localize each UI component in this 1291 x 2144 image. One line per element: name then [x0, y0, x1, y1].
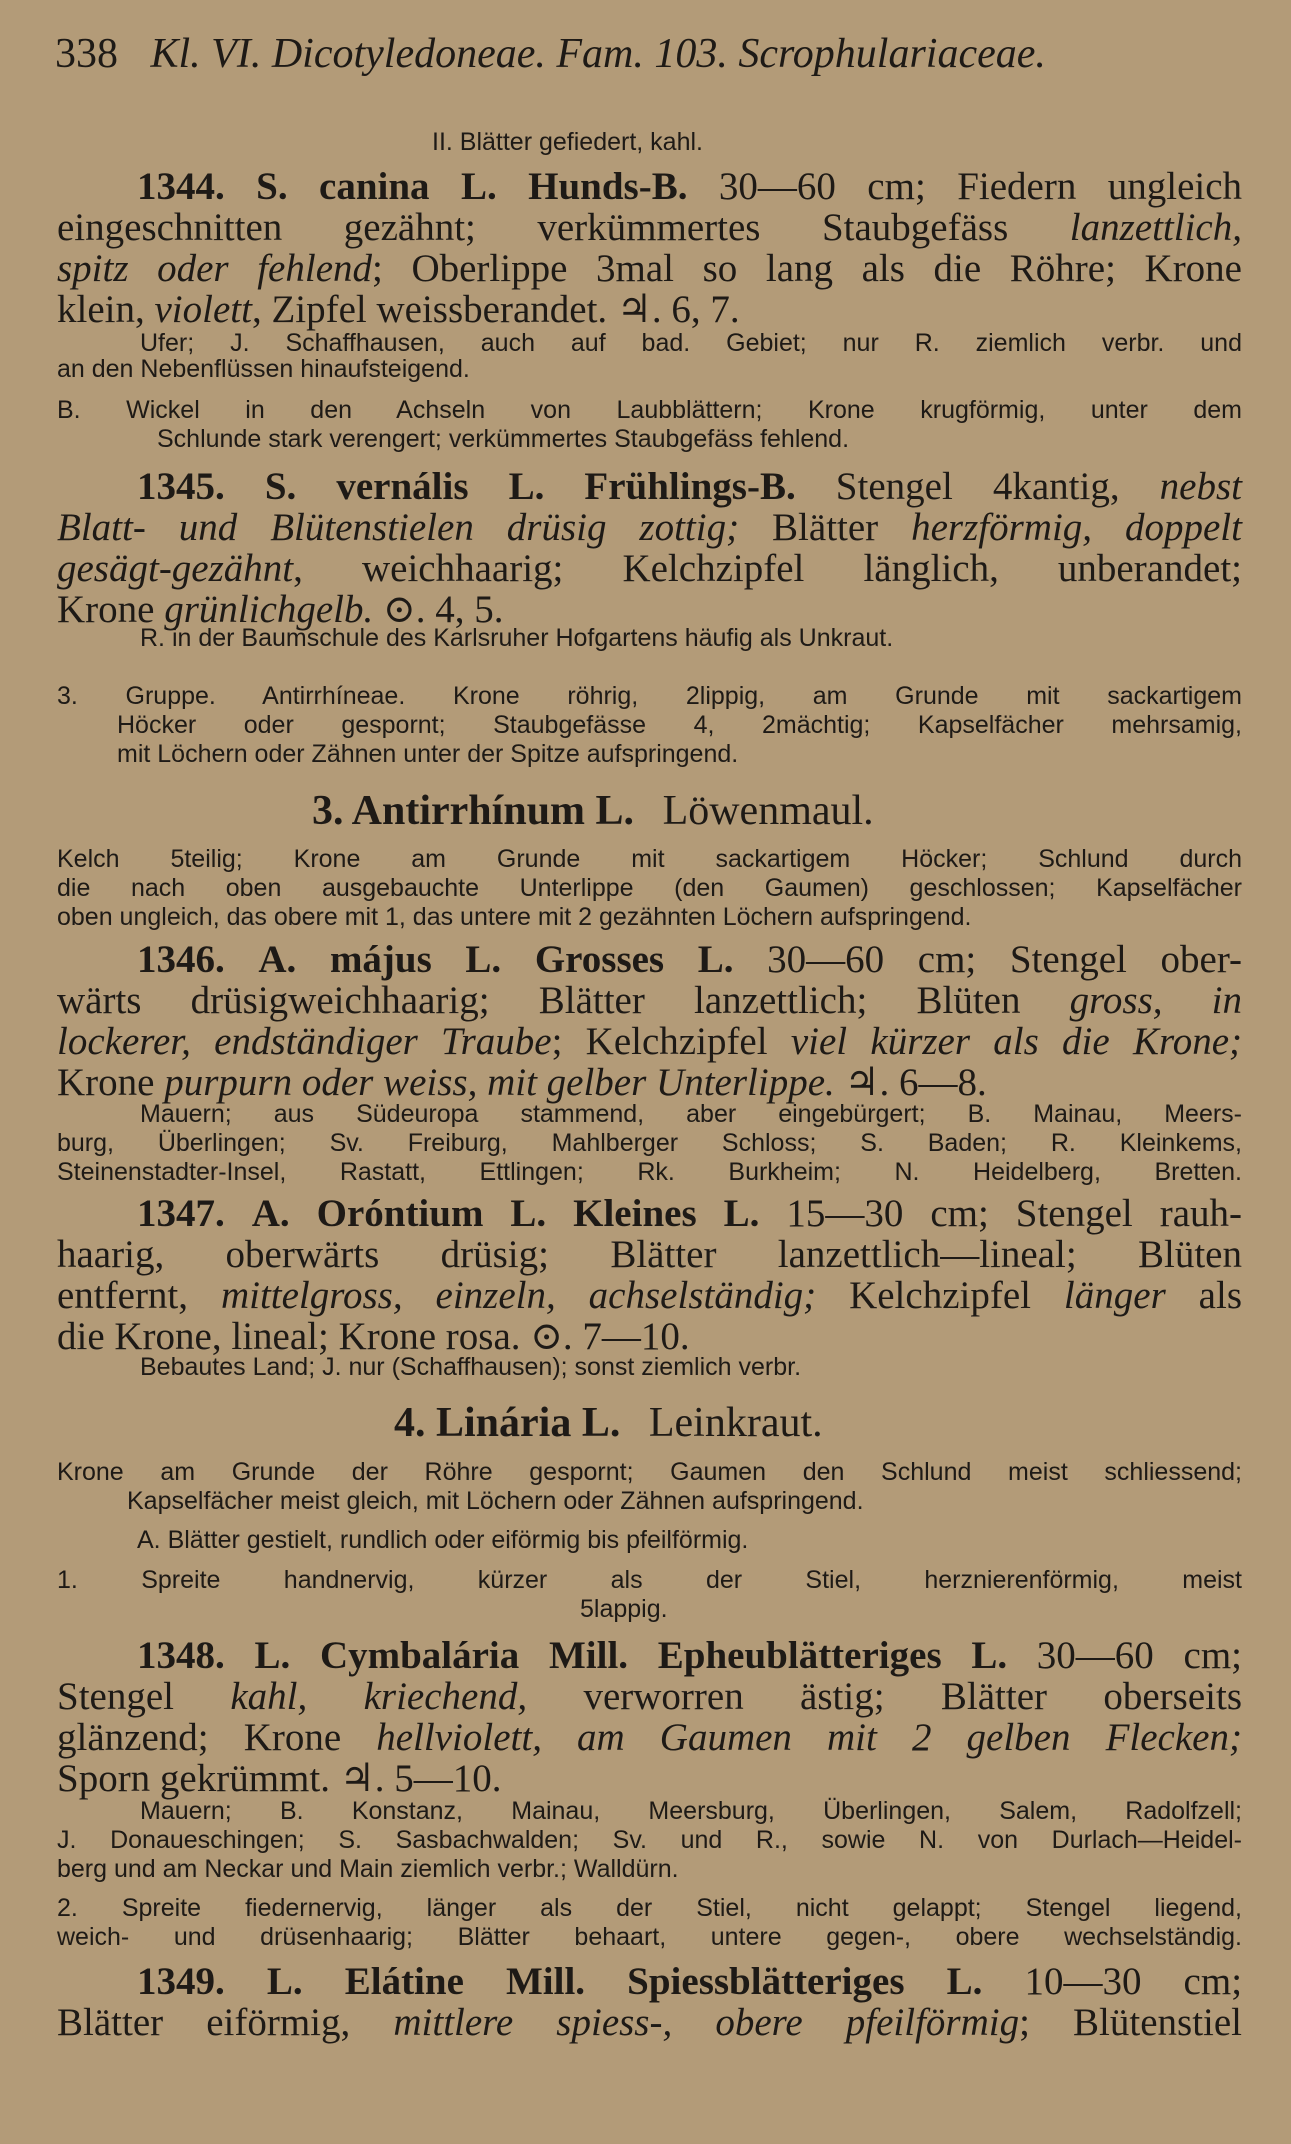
species-1348-line2: Stengel kahl, kriechend, verworren ästig; Blätter oberseits: [57, 1675, 1242, 1718]
species-number: 1348.: [137, 1634, 225, 1677]
species-1346-line3: lockerer, endständiger Traube; Kelchzipfel viel kürzer als die Krone;: [57, 1020, 1242, 1063]
genus-heading-linaria: 4. Linária L. Leinkraut.: [394, 1400, 823, 1446]
species-common-name: Kleines L.: [573, 1192, 760, 1235]
species-name: S. vernális L.: [264, 465, 545, 508]
species-1345-line2: Blatt- und Blütenstielen drüsig zottig; Blätter herzförmig, doppelt: [57, 506, 1242, 549]
species-1347-line1: 1347. A. Oróntium L. Kleines L. 15—30 cm; Stengel rauh-: [137, 1192, 1242, 1235]
key-1-line2: 5lappig.: [580, 1595, 668, 1623]
linaria-desc-line1: Krone am Grunde der Röhre gespornt; Gaumen den Schlund meist schliessend;: [57, 1458, 1242, 1486]
species-common-name: Grosses L.: [534, 938, 734, 981]
species-common-name: Frühlings-B.: [584, 465, 796, 508]
distribution-1348-line2: J. Donaueschingen; S. Sasbachwalden; Sv. und R., sowie N. von Durlach—Heidel-: [57, 1826, 1242, 1854]
species-name: A. Oróntium L.: [251, 1192, 547, 1235]
species-common-name: Hunds-B.: [528, 165, 688, 208]
distribution-1344-line2: an den Nebenflüssen hinaufsteigend.: [57, 355, 470, 383]
species-name: L. Elátine Mill.: [266, 1960, 586, 2003]
distribution-1346-line1: Mauern; aus Südeuropa stammend, aber eingebürgert; B. Mainau, Meers-: [140, 1100, 1242, 1128]
species-1344-line1: 1344. S. canina L. Hunds-B. 30—60 cm; Fiedern ungleich: [137, 165, 1243, 208]
species-number: 1346.: [137, 938, 225, 981]
key-b-line1: B. Wickel in den Achseln von Laubblättern; Krone krugförmig, unter dem: [57, 396, 1242, 424]
key-a: A. Blätter gestielt, rundlich oder eiförmig bis pfeilförmig.: [137, 1526, 749, 1554]
species-number: 1347.: [137, 1192, 225, 1235]
species-name: A. május L.: [258, 938, 502, 981]
key-2-line2: weich- und drüsenhaarig; Blätter behaart, untere gegen-, obere wechselständig.: [57, 1923, 1242, 1951]
distribution-1345: R. in der Baumschule des Karlsruher Hofgartens häufig als Unkraut.: [140, 624, 894, 652]
species-common-name: Spiessblätteriges L.: [627, 1960, 983, 2003]
species-1344-line2: eingeschnitten gezähnt; verkümmertes Staubgefäss lanzettlich,: [57, 206, 1242, 249]
species-number: 1349.: [137, 1960, 225, 2003]
species-name: L. Cymbalária Mill.: [254, 1634, 629, 1677]
genus-heading-antirrhinum: 3. Antirrhínum L. Löwenmaul.: [312, 788, 874, 834]
species-1345-line3: gesägt-gezähnt, weichhaarig; Kelchzipfel länglich, unberandet;: [57, 547, 1242, 590]
species-1347-line2: haarig, oberwärts drüsig; Blätter lanzettlich—lineal; Blüten: [57, 1233, 1242, 1276]
species-1349-line1: 1349. L. Elátine Mill. Spiessblätteriges L. 10—30 cm;: [137, 1960, 1243, 2003]
species-1347-line4: die Krone, lineal; Krone rosa. ⊙. 7—10.: [57, 1315, 690, 1358]
gruppe-line1: 3. Gruppe. Antirrhíneae. Krone röhrig, 2lippig, am Grunde mit sackartigem: [57, 682, 1242, 710]
antirrhinum-desc-line2: die nach oben ausgebauchte Unterlippe (den Gaumen) geschlossen; Kapselfächer: [57, 874, 1242, 902]
species-1346-line2: wärts drüsigweichhaarig; Blätter lanzettlich; Blüten gross, in: [57, 979, 1243, 1022]
distribution-1346-line3: Steinenstadter-Insel, Rastatt, Ettlingen; Rk. Burkheim; N. Heidelberg, Bretten.: [57, 1158, 1242, 1186]
species-1344-line3: spitz oder fehlend; Oberlippe 3mal so lang als die Röhre; Krone: [57, 247, 1242, 290]
species-common-name: Epheublätteriges L.: [657, 1634, 1008, 1677]
distribution-1348-line1: Mauern; B. Konstanz, Mainau, Meersburg, Überlingen, Salem, Radolfzell;: [140, 1797, 1242, 1825]
distribution-1348-line3: berg und am Neckar und Main ziemlich verbr.; Walldürn.: [57, 1855, 679, 1883]
antirrhinum-desc-line1: Kelch 5teilig; Krone am Grunde mit sackartigem Höcker; Schlund durch: [57, 845, 1242, 873]
page-number: 338: [55, 31, 118, 77]
distribution-1346-line2: burg, Überlingen; Sv. Freiburg, Mahlberger Schloss; S. Baden; R. Kleinkems,: [57, 1129, 1242, 1157]
key-2-line1: 2. Spreite fiedernervig, länger als der Stiel, nicht gelappt; Stengel liegend,: [57, 1894, 1242, 1922]
species-name: S. canina L.: [256, 165, 497, 208]
species-1347-line3: entfernt, mittelgross, einzeln, achselständig; Kelchzipfel länger als: [57, 1274, 1243, 1317]
running-header: [55, 33, 1046, 75]
antirrhinum-desc-line3: oben ungleich, das obere mit 1, das untere mit 2 gezähnten Löchern aufspringend.: [57, 903, 972, 931]
species-1348-line3: glänzend; Krone hellviolett, am Gaumen mit 2 gelben Flecken;: [57, 1716, 1242, 1759]
running-title: Kl. VI. Dicotyledoneae. Fam. 103. Scrophulariaceae.: [150, 31, 1046, 77]
species-1345-line4: Krone grünlichgelb. ⊙. 4, 5.: [57, 588, 504, 631]
species-1345-line1: 1345. S. vernális L. Frühlings-B. Stengel 4kantig, nebst: [137, 465, 1242, 508]
gruppe-line3: mit Löchern oder Zähnen unter der Spitze aufspringend.: [117, 740, 739, 768]
species-1346-line4: Krone purpurn oder weiss, mit gelber Unterlippe. ♃. 6—8.: [57, 1061, 987, 1104]
distribution-1344-line1: Ufer; J. Schaffhausen, auch auf bad. Gebiet; nur R. ziemlich verbr. und: [140, 329, 1242, 357]
linaria-desc-line2: Kapselfächer meist gleich, mit Löchern oder Zähnen aufspringend.: [127, 1487, 864, 1515]
key-1-line1: 1. Spreite handnervig, kürzer als der Stiel, herznierenförmig, meist: [57, 1566, 1242, 1594]
species-number: 1345.: [137, 465, 225, 508]
species-1348-line1: 1348. L. Cymbalária Mill. Epheublätteriges L. 30—60 cm;: [137, 1634, 1243, 1677]
gruppe-line2: Höcker oder gespornt; Staubgefässe 4, 2mächtig; Kapselfächer mehrsamig,: [117, 711, 1242, 739]
key-heading-ii: II. Blätter gefiedert, kahl.: [432, 128, 703, 156]
species-1348-line4: Sporn gekrümmt. ♃. 5—10.: [57, 1757, 502, 1800]
species-1349-line2: Blätter eiförmig, mittlere spiess-, obere pfeilförmig; Blütenstiel: [57, 2001, 1243, 2044]
distribution-1347: Bebautes Land; J. nur (Schaffhausen); sonst ziemlich verbr.: [140, 1353, 802, 1381]
species-1344-line4: klein, violett, Zipfel weissberandet. ♃. 6, 7.: [57, 288, 740, 331]
key-b-line2: Schlunde stark verengert; verkümmertes Staubgefäss fehlend.: [157, 425, 850, 453]
species-1346-line1: 1346. A. május L. Grosses L. 30—60 cm; Stengel ober-: [137, 938, 1243, 981]
species-number: 1344.: [137, 165, 225, 208]
